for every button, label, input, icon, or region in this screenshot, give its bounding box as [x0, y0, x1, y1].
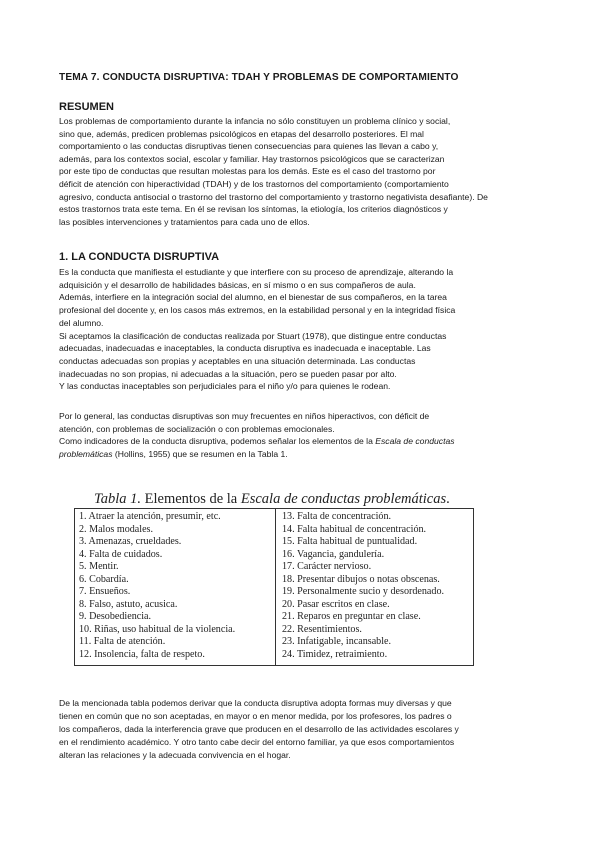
text-run: (Hollins, 1955) que se resumen en la Tabla 1.: [112, 449, 288, 460]
section-heading: 1. LA CONDUCTA DISRUPTIVA: [59, 251, 220, 263]
table-cell: 19. Personalmente sucio y desordenado.: [282, 586, 445, 598]
resumen-heading: RESUMEN: [59, 101, 115, 113]
table-cell: 11. Falta de atención.: [79, 636, 166, 648]
text-line: conductas adecuadas son propias y aceptables en una situación determinada. Las conductas: [59, 355, 416, 366]
text-line: del alumno.: [59, 317, 104, 328]
text-line: tienen en común que no son aceptadas, en mayor o en menor medida, por los profesores, los padres o: [59, 711, 452, 722]
text-line: profesional del docente y, en los casos más extremos, en la estabilidad personal y en la integridad física: [59, 305, 456, 316]
text-line: [59, 435, 525, 448]
text-line: en el rendimiento académico. Y otro tanto cabe decir del entorno familiar, ya que esos comportamientos: [59, 737, 455, 748]
text-line: estos trastornos trata este tema. En él se revisan los síntomas, la etiología, los criterios diagnósticos y: [59, 204, 448, 215]
text-line: Es la conducta que manifiesta el estudiante y que interfiere con su proceso de aprendizaje, alterando la: [59, 267, 454, 277]
table-cell: 20. Pasar escritos en clase.: [282, 598, 390, 610]
table-left-column: [79, 511, 273, 662]
table-cell: 18. Presentar dibujos o notas obscenas.: [282, 573, 440, 585]
table-cell: 17. Carácter nervioso.: [282, 561, 372, 573]
table-cell: 4. Falta de cuidados.: [79, 548, 163, 560]
text-line: las posibles intervenciones y tratamientos para cada uno de ellos.: [59, 216, 310, 227]
table-cell: 15. Falta habitual de puntualidad.: [282, 536, 418, 548]
caption-italic: Escala de conductas problemáticas: [240, 491, 447, 507]
caption-text: Elementos de la: [141, 491, 241, 507]
italic-term: Escala de conductas: [375, 436, 455, 447]
table-cell: 9. Desobediencia.: [79, 611, 152, 623]
section-paragraph-1: [59, 266, 525, 393]
behavior-table: [74, 508, 474, 666]
text-line: alteran las relaciones y la adecuada convivencia en el hogar.: [59, 750, 291, 761]
table-caption: [94, 491, 450, 508]
table-cell: 13. Falta de concentración.: [282, 511, 392, 522]
table-cell: 5. Mentir.: [79, 561, 119, 573]
section-paragraph-3: [59, 697, 529, 762]
text-run: Como indicadores de la conducta disruptiva, podemos señalar los elementos de la: [59, 436, 373, 447]
resumen-paragraph: [59, 115, 519, 228]
text-line: comportamiento o las conductas disruptivas tienen consecuencias para quienes las llevan a cabo y,: [59, 141, 439, 152]
text-line: déficit de atención con hiperactividad (TDAH) y de los trastornos del comportamiento (comportamiento: [59, 178, 449, 189]
text-line: Y las conductas inaceptables son perjudiciales para el niño y/o para quienes le rodean.: [59, 381, 391, 392]
table-cell: 22. Resentimientos.: [282, 623, 362, 635]
text-line: Por lo general, las conductas disruptivas son muy frecuentes en niños hiperactivos, con déficit de: [59, 411, 430, 421]
table-cell: 24. Timidez, retraimiento.: [282, 649, 388, 661]
table-cell: 2. Malos modales.: [79, 523, 154, 535]
table-right-column: [282, 511, 472, 662]
caption-end: .: [446, 491, 450, 507]
text-line: adecuadas, inadecuadas e inaceptables, la conducta disruptiva es inadecuada e inaceptable. Las: [59, 343, 431, 354]
section-paragraph-2: [59, 410, 525, 461]
table-cell: 14. Falta habitual de concentración.: [282, 523, 427, 535]
page-title: TEMA 7. CONDUCTA DISRUPTIVA: TDAH Y PROBLEMAS DE COMPORTAMIENTO: [59, 72, 459, 83]
table-cell: 1. Atraer la atención, presumir, etc.: [79, 511, 221, 522]
table-cell: 16. Vagancia, gandulería.: [282, 548, 385, 560]
table-cell: 21. Reparos en preguntar en clase.: [282, 611, 421, 623]
text-line: Si aceptamos la clasificación de conductas realizada por Stuart (1978), que distingue entre conductas: [59, 330, 447, 341]
text-line: inadecuadas no son propias, ni adecuadas a la situación, pero se pueden pasar por alto.: [59, 368, 397, 379]
table-cell: 8. Falso, astuto, acusica.: [79, 598, 178, 610]
table-cell: 10. Riñas, uso habitual de la violencia.: [79, 623, 236, 635]
text-line: De la mencionada tabla podemos derivar que la conducta disruptiva adopta formas muy diversas y que: [59, 698, 452, 708]
caption-label: Tabla 1.: [94, 491, 142, 507]
text-line: atención, con problemas de socialización o con problemas emocionales.: [59, 423, 335, 434]
table-cell: 7. Ensueños.: [79, 586, 131, 598]
text-line: además, para los contextos social, escolar y familiar. Hay trastornos psicológicos que se caracterizan: [59, 153, 445, 164]
text-line: agresivo, conducta antisocial o trastorno del trastorno del comportamiento y trastorno negativista desafiante). De: [59, 191, 488, 202]
table-cell: 6. Cobardía.: [79, 573, 129, 585]
text-line: sino que, además, predicen problemas psicológicos en etapas del desarrollo posteriores. El mal: [59, 128, 424, 139]
table-cell: 3. Amenazas, crueldades.: [79, 536, 182, 548]
italic-term: problemáticas: [59, 449, 113, 460]
text-line: Los problemas de comportamiento durante la infancia no sólo constituyen un problema clínico y social,: [59, 116, 451, 126]
table-cell: 23. Infatigable, incansable.: [282, 636, 392, 648]
text-line: por este tipo de conductas que resultan molestas para los demás. Este es el caso del trastorno por: [59, 166, 436, 177]
table-cell: 12. Insolencia, falta de respeto.: [79, 649, 205, 661]
text-line: los compañeros, dada la interferencia grave que producen en el desarrollo de las actividades escolares y: [59, 724, 459, 735]
text-line: Además, interfiere en la integración social del alumno, en el bienestar de sus compañeros, en la tarea: [59, 292, 447, 303]
table-divider: [275, 509, 276, 665]
text-line: adquisición y el desarrollo de habilidades básicas, en sí mismo o en sus compañeros de aula.: [59, 279, 416, 290]
text-line: [59, 448, 525, 461]
